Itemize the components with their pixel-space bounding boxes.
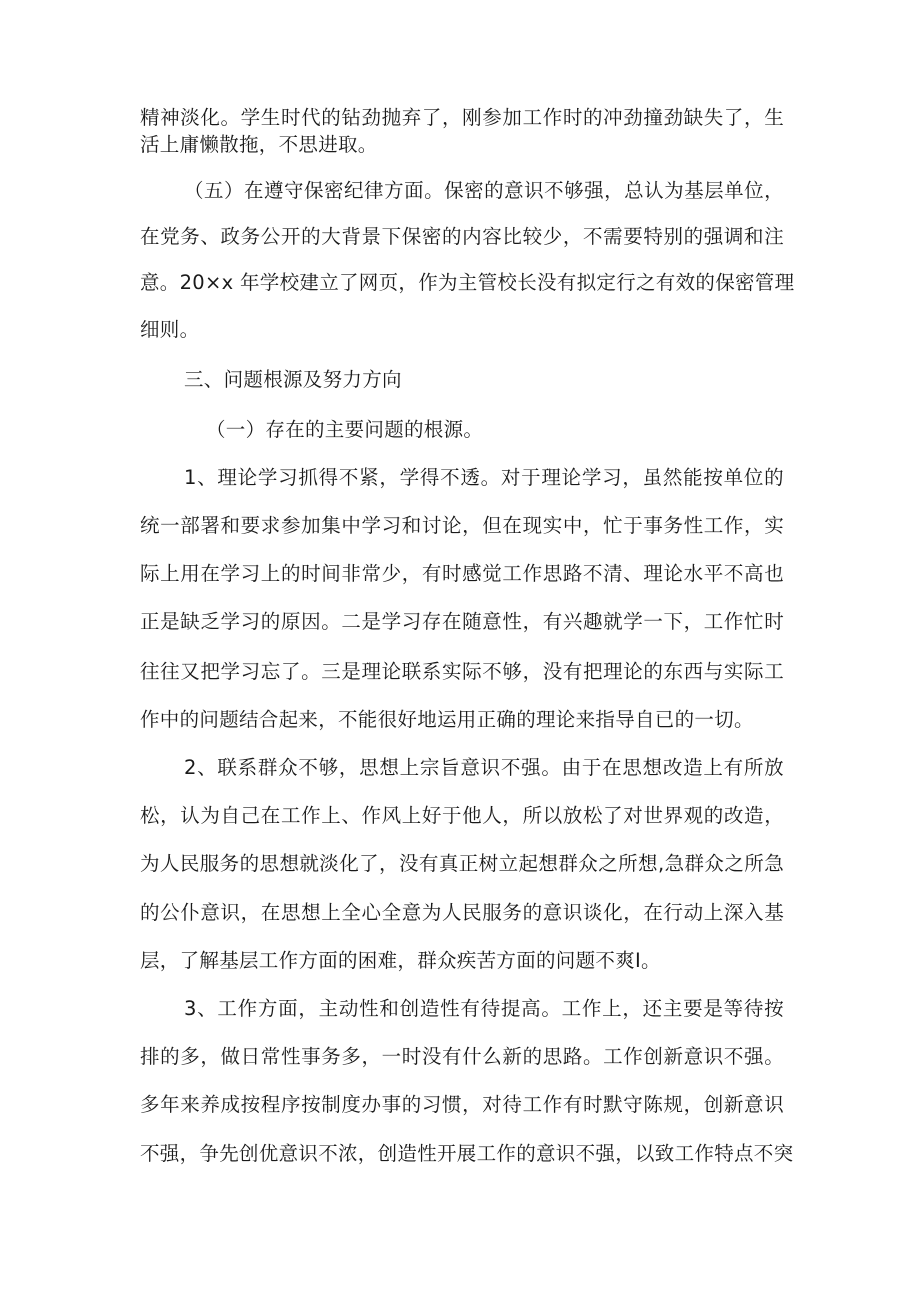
text-line: 在党务、政务公开的大背景下保密的内容比较少，不需要特别的强调和注 — [140, 225, 784, 248]
text-line: 意。20×x 年学校建立了网页，作为主管校长没有拟定行之有效的保密管理 — [140, 271, 795, 294]
text-line: 正是缺乏学习的原因。二是学习存在随意性，有兴趣就学一下，工作忙时 — [140, 610, 784, 633]
text-line: 1、理论学习抓得不紧，学得不透。对于理论学习，虽然能按单位的 — [184, 466, 784, 489]
text-line: 精神淡化。学生时代的钻劲抛弃了，刚参加工作时的冲劲撞劲缺失了，生 — [140, 106, 784, 129]
text-line: 细则。 — [140, 318, 200, 341]
text-line: 际上用在学习上的时间非常少，有时感觉工作思路不清、理论水平不高也 — [140, 562, 784, 585]
text-line: 层，了解基层工作方面的困难，群众疾苦方面的问题不爽I。 — [140, 949, 661, 972]
text-line: 统一部署和要求参加集中学习和讨论，但在现实中，忙于事务性工作，实 — [140, 514, 784, 537]
text-line: 排的多，做日常性事务多，一时没有什么新的思路。工作创新意识不强。 — [140, 1045, 784, 1068]
text-line: （五）在遵守保密纪律方面。保密的意识不够强，总认为基层单位， — [184, 179, 784, 202]
text-line: 3、工作方面，主动性和创造性有待提高。工作上，还主要是等待按 — [184, 997, 784, 1020]
text-line: 活上庸懒散拖，不思进取。 — [140, 133, 378, 156]
text-line: 多年来养成按程序按制度办事的习惯，对待工作有时默守陈规，创新意识 — [140, 1093, 784, 1116]
text-line: 松，认为自己在工作上、作风上好于他人，所以放松了对世界观的改造， — [140, 804, 784, 827]
text-line: 作中的问题结合起来，不能很好地运用正确的理论来指导自已的一切。 — [140, 708, 754, 731]
text-line: 不强，争先创优意识不浓，创造性开展工作的意识不强，以致工作特点不突 — [140, 1142, 794, 1165]
section-heading: 三、问题根源及努力方向 — [184, 368, 402, 391]
subsection-heading: （一）存在的主要问题的根源。 — [206, 418, 484, 441]
text-line: 往往又把学习忘了。三是理论联系实际不够，没有把理论的东西与实际工 — [140, 660, 784, 683]
text-line: 2、联系群众不够，思想上宗旨意识不强。由于在思想改造上有所放 — [184, 756, 784, 779]
text-line: 为人民服务的思想就淡化了，没有真正树立起想群众之所想,急群众之所急 — [140, 852, 784, 875]
text-line: 的公仆意识，在思想上全心全意为人民服务的意识谈化，在行动上深入基 — [140, 901, 784, 924]
